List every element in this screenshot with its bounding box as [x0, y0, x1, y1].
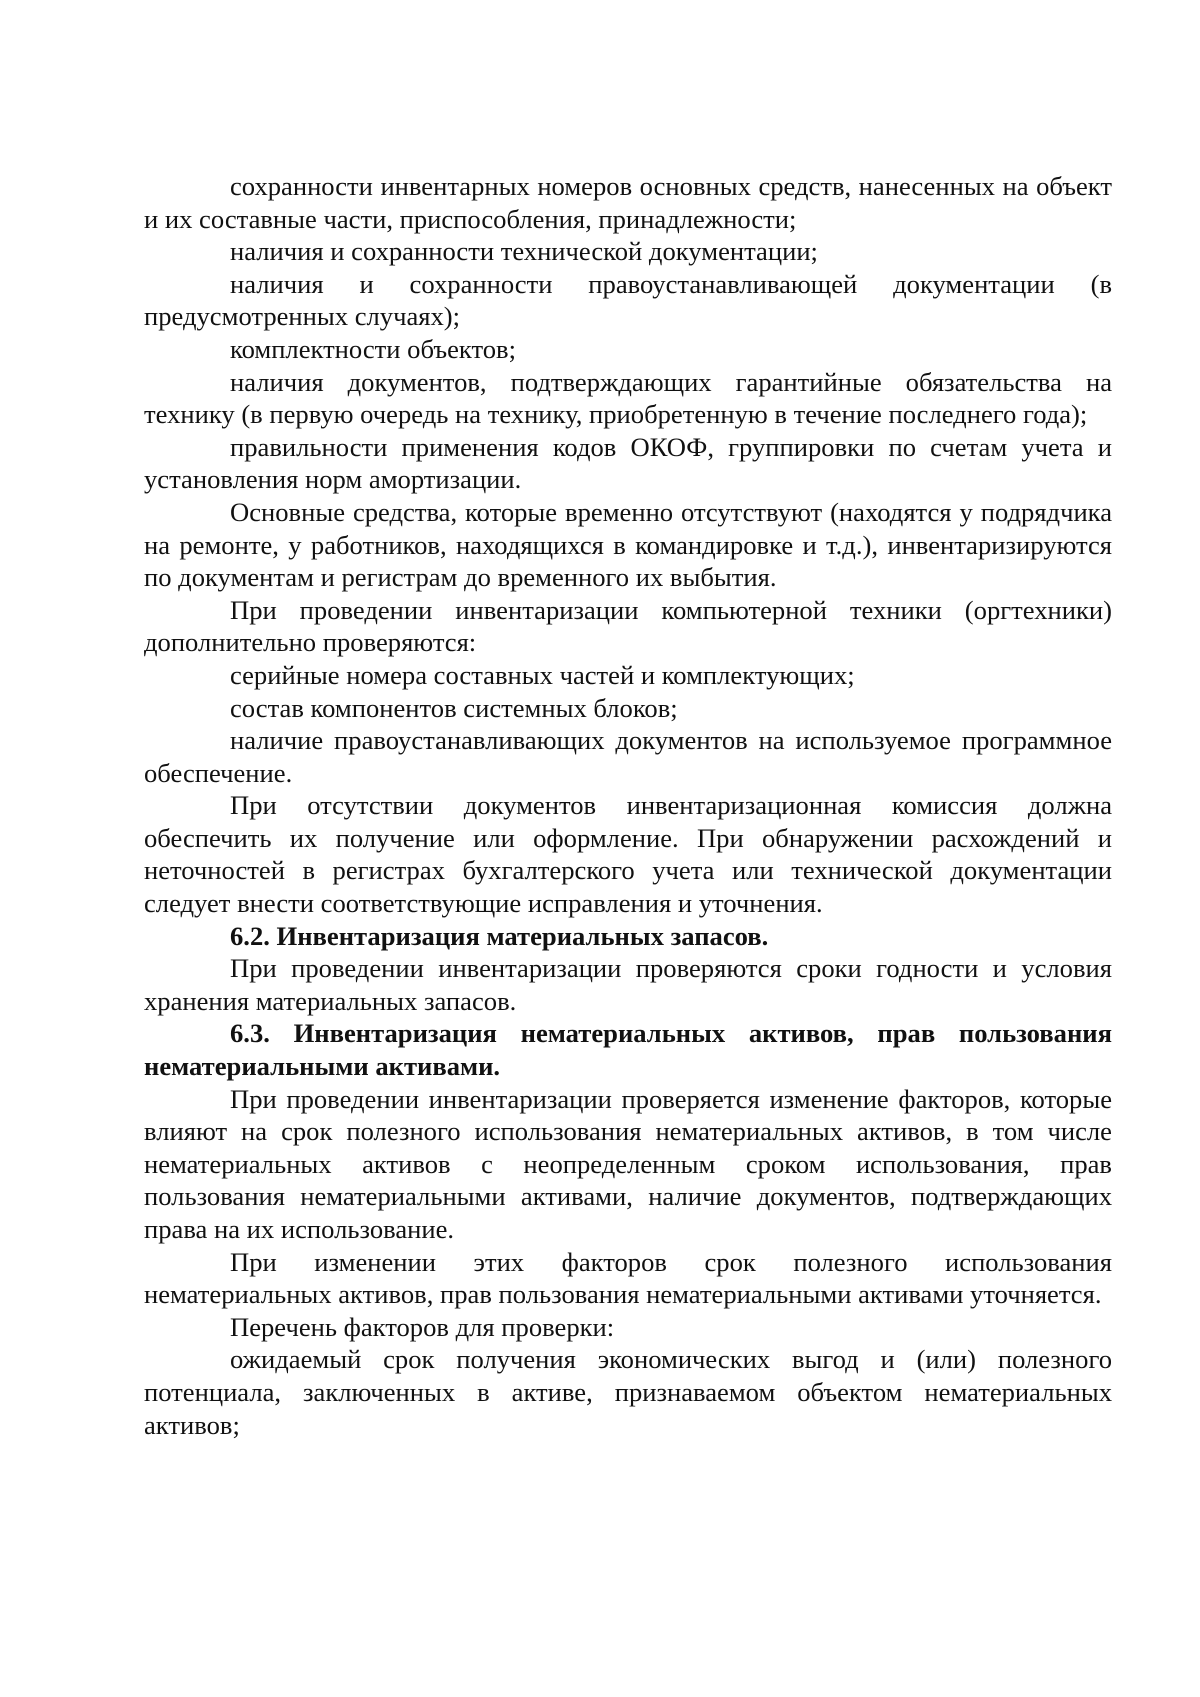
- list-item: ожидаемый срок получения экономических выгод и (или) полезного потенциала, заключенных в активе, признаваемом объектом нематериальных активов;: [144, 1344, 1112, 1440]
- list-item: наличия и сохранности правоустанавливающей документации (в предусмотренных случаях);: [144, 268, 1112, 332]
- document-body: [144, 170, 1112, 1441]
- list-item: серийные номера составных частей и комплектующих;: [230, 659, 855, 690]
- list-item: наличия документов, подтверждающих гарантийные обязательства на технику (в первую очередь на технику, приобретенную в течение последнего года);: [144, 366, 1112, 430]
- list-item: сохранности инвентарных номеров основных средств, нанесенных на объект и их составные части, приспособления, принадлежности;: [144, 171, 1112, 234]
- body-paragraph: Перечень факторов для проверки:: [230, 1311, 615, 1342]
- section-heading-6-2: 6.2. Инвентаризация материальных запасов.: [230, 920, 769, 951]
- list-item: наличие правоустанавливающих документов на используемое программное обеспечение.: [144, 725, 1112, 788]
- list-item: правильности применения кодов ОКОФ, группировки по счетам учета и установления норм амортизации.: [144, 431, 1112, 495]
- section-heading-6-3: 6.3. Инвентаризация нематериальных активов, прав пользования нематериальными активами.: [144, 1018, 1112, 1082]
- body-paragraph: При изменении этих факторов срок полезного использования нематериальных активов, прав пользования нематериальными активами уточняется.: [144, 1246, 1112, 1310]
- list-item: наличия и сохранности технической документации;: [230, 236, 818, 267]
- body-paragraph: При отсутствии документов инвентаризационная комиссия должна обеспечить их получение или оформление. При обнаружении расхождений и неточностей в регистрах бухгалтерского учета или технической документации следует внести соответствующие исправления и уточнения.: [144, 790, 1112, 919]
- body-paragraph: При проведении инвентаризации компьютерной техники (оргтехники) дополнительно проверяются:: [144, 594, 1112, 658]
- body-paragraph: При проведении инвентаризации проверяется изменение факторов, которые влияют на срок полезного использования нематериальных активов, в том числе нематериальных активов с неопределенным сроком использования, прав пользования нематериальными активами, наличие документов, подтверждающих права на их использование.: [144, 1083, 1112, 1244]
- list-item: комплектности объектов;: [230, 333, 516, 364]
- body-paragraph: При проведении инвентаризации проверяются сроки годности и условия хранения материальных запасов.: [144, 953, 1112, 1016]
- body-paragraph: Основные средства, которые временно отсутствуют (находятся у подрядчика на ремонте, у работников, находящихся в командировке и т.д.), инвентаризируются по документам и регистрам до временного их выбытия.: [144, 496, 1112, 593]
- list-item: состав компонентов системных блоков;: [230, 692, 678, 723]
